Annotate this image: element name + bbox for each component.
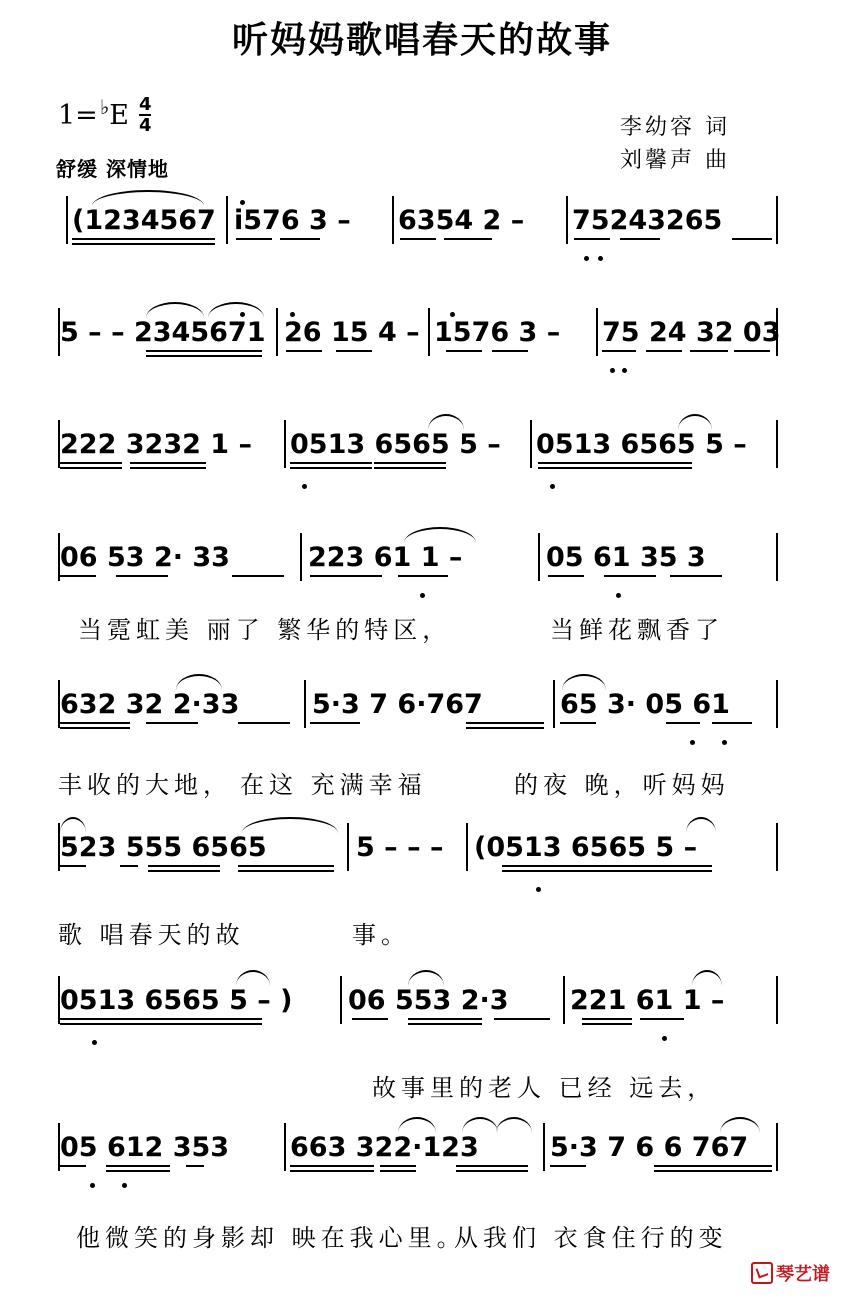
beam-underline <box>602 350 636 352</box>
beam-underline <box>60 727 130 729</box>
beam-underline <box>640 1018 684 1020</box>
notation-system-5 <box>0 672 844 742</box>
beam-underline <box>106 1170 170 1172</box>
octave-dot <box>622 368 627 373</box>
beam-underline <box>538 462 620 464</box>
notation-system-1 <box>0 188 844 258</box>
beam-underline <box>106 1165 170 1167</box>
octave-dot <box>240 200 245 205</box>
slur-arc <box>146 302 204 318</box>
beam-underline <box>310 722 360 724</box>
beam-underline <box>620 467 692 469</box>
beam-underline <box>60 1165 86 1167</box>
beam-underline <box>466 722 544 724</box>
measure: 223 61 1 – <box>308 542 463 573</box>
bar-line <box>543 1123 545 1171</box>
measure: 5·3 7 6 6 767 <box>550 1132 749 1163</box>
beam-underline <box>290 1170 374 1172</box>
slur-arc <box>686 817 716 833</box>
beam-underline <box>456 1170 528 1172</box>
bar-line <box>553 680 555 728</box>
beam-underline <box>502 870 616 872</box>
song-title: 听妈妈歌唱春天的故事 <box>231 20 612 61</box>
measure: (0513 6565 5 – <box>474 832 698 863</box>
beam-underline <box>238 870 334 872</box>
bar-line <box>66 196 68 244</box>
bar-line <box>776 823 778 871</box>
slur-arc <box>428 414 464 430</box>
octave-dot <box>240 312 245 317</box>
beam-underline <box>492 350 528 352</box>
measure: 632 32 2·33 <box>60 689 240 720</box>
slur-arc <box>176 674 222 690</box>
beam-underline <box>582 1018 632 1020</box>
octave-dot <box>450 312 455 317</box>
slur-arc <box>562 674 606 690</box>
beam-underline <box>146 722 198 724</box>
lyric-line: 故事里的老人 已经 远去， <box>372 1074 717 1102</box>
slur-arc <box>692 970 722 986</box>
beam-underline <box>178 1018 262 1020</box>
measure: 65 3· 05 61 <box>560 689 730 720</box>
time-signature-top: 4 <box>138 94 152 115</box>
beam-underline <box>380 1170 416 1172</box>
slur-arc <box>60 817 86 833</box>
measure: 05 612 353 <box>60 1132 230 1163</box>
measure: 5 – – 2345671 <box>60 317 266 348</box>
octave-dot <box>690 740 695 745</box>
lyric-line: 丰收的大地， <box>58 771 232 799</box>
lyric-line: 歌 唱春天的故 <box>58 921 245 949</box>
slur-arc <box>678 414 712 430</box>
lyric-line: 的夜 晚，听妈妈 <box>514 771 730 799</box>
bar-line <box>428 308 430 356</box>
bar-line <box>776 680 778 728</box>
beam-underline <box>130 462 206 464</box>
measure: 663 322·123 <box>290 1132 479 1163</box>
beam-underline <box>654 1170 772 1172</box>
bar-line <box>596 308 598 356</box>
beam-underline <box>60 1023 178 1025</box>
beam-underline <box>550 1165 586 1167</box>
beam-underline <box>232 575 284 577</box>
beam-underline <box>466 727 544 729</box>
beam-underline <box>238 722 290 724</box>
bar-line <box>563 976 565 1024</box>
octave-dot <box>302 484 307 489</box>
octave-dot <box>722 740 727 745</box>
beam-underline <box>60 722 130 724</box>
key-prefix: 1= <box>58 99 98 131</box>
notation-system-6 <box>0 815 844 885</box>
beam-underline <box>146 350 262 352</box>
beam-underline <box>310 575 382 577</box>
beam-underline <box>666 722 700 724</box>
beam-underline <box>130 467 206 469</box>
bar-line <box>776 533 778 581</box>
beam-underline <box>236 238 272 240</box>
watermark-logo <box>751 1260 830 1286</box>
notation-system-7 <box>0 968 844 1038</box>
beam-underline <box>560 722 596 724</box>
bar-line <box>226 196 228 244</box>
slur-arc <box>236 970 270 986</box>
beam-underline <box>446 350 482 352</box>
notation-system-8 <box>0 1115 844 1185</box>
beam-underline <box>398 575 448 577</box>
beam-underline <box>374 467 446 469</box>
lyric-line: 他微笑的身影却 映在我心里。 <box>76 1224 466 1252</box>
slur-arc <box>242 817 338 833</box>
octave-dot <box>536 887 541 892</box>
measure: 75243265 <box>572 205 723 236</box>
bar-line <box>340 976 342 1024</box>
octave-dot <box>550 484 555 489</box>
octave-dot <box>616 593 621 598</box>
bar-line <box>776 420 778 468</box>
flat-accidental: ♭ <box>99 95 110 119</box>
octave-dot <box>92 1040 97 1045</box>
beam-underline <box>290 1165 374 1167</box>
beam-underline <box>238 865 334 867</box>
octave-dot <box>290 312 295 317</box>
beam-underline <box>690 350 728 352</box>
bar-line <box>776 976 778 1024</box>
bar-line <box>466 823 468 871</box>
beam-underline <box>120 865 138 867</box>
slur-arc <box>208 302 264 318</box>
lyric-line: 当霓虹美 丽了 繁华的特区， <box>78 616 452 644</box>
measure: 06 553 2·3 <box>348 985 509 1016</box>
beam-underline <box>670 575 722 577</box>
beam-underline <box>734 350 770 352</box>
lyric-line: 当鲜花飘香了 <box>550 616 724 644</box>
measure: 6354 2 – <box>398 205 525 236</box>
lyricist-credit: 李幼容 词 <box>620 115 730 140</box>
octave-dot <box>90 1183 95 1188</box>
bar-line <box>538 533 540 581</box>
octave-dot <box>122 1183 127 1188</box>
beam-underline <box>60 462 122 464</box>
octave-dot <box>610 368 615 373</box>
bar-line <box>566 196 568 244</box>
slur-arc <box>404 527 476 543</box>
octave-dot <box>584 256 589 261</box>
beam-underline <box>444 238 492 240</box>
beam-underline <box>116 575 168 577</box>
lyric-line: 事。 <box>352 921 410 949</box>
beam-underline <box>290 467 372 469</box>
bar-line <box>284 1123 286 1171</box>
beam-underline <box>456 1165 528 1167</box>
octave-dot <box>662 1036 667 1041</box>
beam-underline <box>380 1165 416 1167</box>
beam-underline <box>280 238 320 240</box>
measure: 0513 6565 5 – <box>536 429 747 460</box>
beam-underline <box>654 1165 772 1167</box>
slur-arc <box>408 970 444 986</box>
key-signature <box>58 95 152 135</box>
beam-underline <box>538 467 620 469</box>
watermark-text: 琴艺谱 <box>776 1264 830 1285</box>
beam-underline <box>400 238 436 240</box>
beam-underline <box>712 722 752 724</box>
beam-underline <box>408 1023 482 1025</box>
measure: 523 555 6565 <box>60 832 267 863</box>
measure: 75 24 32 03 <box>602 317 781 348</box>
beam-underline <box>502 865 616 867</box>
measure: 26 15 4 – <box>284 317 420 348</box>
bar-line <box>530 420 532 468</box>
lyric-line: 在这 充满幸福 <box>240 771 427 799</box>
beam-underline <box>620 462 692 464</box>
measure: 221 61 1 – <box>570 985 725 1016</box>
octave-dot <box>598 256 603 261</box>
beam-underline <box>732 238 772 240</box>
beam-underline <box>60 1018 178 1020</box>
beam-underline <box>60 467 122 469</box>
measure: 5 – – – <box>356 832 444 863</box>
bar-line <box>776 1123 778 1171</box>
beam-underline <box>186 1165 204 1167</box>
measure: 1576 3 – <box>434 317 561 348</box>
beam-underline <box>574 238 610 240</box>
slur-arc <box>720 1117 760 1133</box>
measure: 5·3 7 6·767 <box>312 689 483 720</box>
bar-line <box>284 420 286 468</box>
beam-underline <box>336 350 372 352</box>
beam-underline <box>72 243 215 245</box>
notation-system-2 <box>0 300 844 370</box>
beam-underline <box>582 1023 632 1025</box>
measure: 05 61 35 3 <box>546 542 706 573</box>
bar-line <box>776 196 778 244</box>
slur-arc <box>462 1117 498 1133</box>
beam-underline <box>290 462 372 464</box>
beam-underline <box>146 355 262 357</box>
time-signature <box>139 95 152 135</box>
key-tonic: E <box>109 99 129 131</box>
octave-dot <box>420 593 425 598</box>
measure: i576 3 – <box>234 205 351 236</box>
notation-system-3 <box>0 412 844 482</box>
watermark-icon <box>751 1262 773 1284</box>
beam-underline <box>286 350 322 352</box>
time-signature-bottom: 4 <box>138 115 152 136</box>
beam-underline <box>620 238 660 240</box>
beam-underline <box>60 865 86 867</box>
beam-underline <box>614 870 712 872</box>
slur-arc <box>92 190 204 206</box>
beam-underline <box>408 1018 482 1020</box>
beam-underline <box>60 575 96 577</box>
measure: 06 53 2· 33 <box>60 542 230 573</box>
notation-system-4 <box>0 525 844 595</box>
beam-underline <box>148 870 220 872</box>
beam-underline <box>548 575 584 577</box>
beam-underline <box>72 238 215 240</box>
beam-underline <box>494 1018 550 1020</box>
bar-line <box>392 196 394 244</box>
bar-line <box>304 680 306 728</box>
measure: (1234567 <box>72 205 216 236</box>
lyric-line: 从我们 衣食住行的变 <box>454 1224 728 1252</box>
beam-underline <box>374 462 446 464</box>
measure: 0513 6565 5 – ) <box>60 985 293 1016</box>
slur-arc <box>398 1117 436 1133</box>
slur-arc <box>496 1117 532 1133</box>
bar-line <box>347 823 349 871</box>
beam-underline <box>604 575 656 577</box>
measure: 222 3232 1 – <box>60 429 252 460</box>
beam-underline <box>178 1023 262 1025</box>
beam-underline <box>148 865 220 867</box>
measure: 0513 6565 5 – <box>290 429 501 460</box>
composer-credit: 刘馨声 曲 <box>620 148 730 173</box>
tempo-marking: 舒缓 深情地 <box>56 157 169 181</box>
beam-underline <box>352 1018 388 1020</box>
bar-line <box>276 308 278 356</box>
bar-line <box>300 533 302 581</box>
beam-underline <box>614 865 712 867</box>
beam-underline <box>646 350 682 352</box>
